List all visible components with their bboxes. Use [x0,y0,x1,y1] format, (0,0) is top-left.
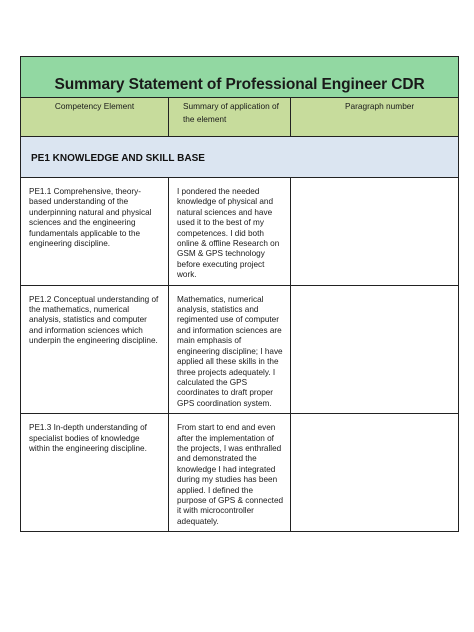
document-title: Summary Statement of Professional Engineer CDR [54,76,425,93]
summary-cell: I pondered the needed knowledge of physical and natural sciences and have used it to the best of my competences. I did both online & offline Research on GSM & GPS technology before executing project work. [169,178,291,286]
header-paragraph: Paragraph number [291,98,459,137]
competency-cell: PE1.2 Conceptual understanding of the mathematics, numerical analysis, statistics and computer and information sciences which underpin the engineering discipline. [21,285,169,413]
table-row [21,414,459,532]
table-row [21,178,459,286]
competency-cell: PE1.1 Comprehensive, theory-based understanding of the underpinning natural and physical sciences and the engineering fundamentals applicable to the engineering discipline. [21,178,169,286]
summary-cell: From start to end and even after the implementation of the projects, I was enthralled and demonstrated the knowledge I had integrated during my studies has been applied. I defined the purpose of GPS & connected it with microcontroller adequately. [169,414,291,532]
paragraph-cell [291,285,459,413]
section-cell [21,137,459,178]
header-row [21,98,459,137]
title-row [21,57,459,98]
paragraph-cell [291,414,459,532]
section-row [21,137,459,178]
table-row [21,285,459,413]
cdr-summary-table [20,56,459,532]
section-title: PE1 KNOWLEDGE AND SKILL BASE [31,153,205,164]
header-competency: Competency Element [21,98,169,137]
header-summary: Summary of application of the element [169,98,291,137]
paragraph-cell [291,178,459,286]
summary-cell: Mathematics, numerical analysis, statistics and regimented use of computer and information sciences are main emphasis of engineering discipline; I have applied all these skills in the three projects adequately. I calculated the GPS coordinates to draft proper GPS coordination system. [169,285,291,413]
title-cell [21,57,459,98]
competency-cell: PE1.3 In-depth understanding of specialist bodies of knowledge within the engineering discipline. [21,414,169,532]
